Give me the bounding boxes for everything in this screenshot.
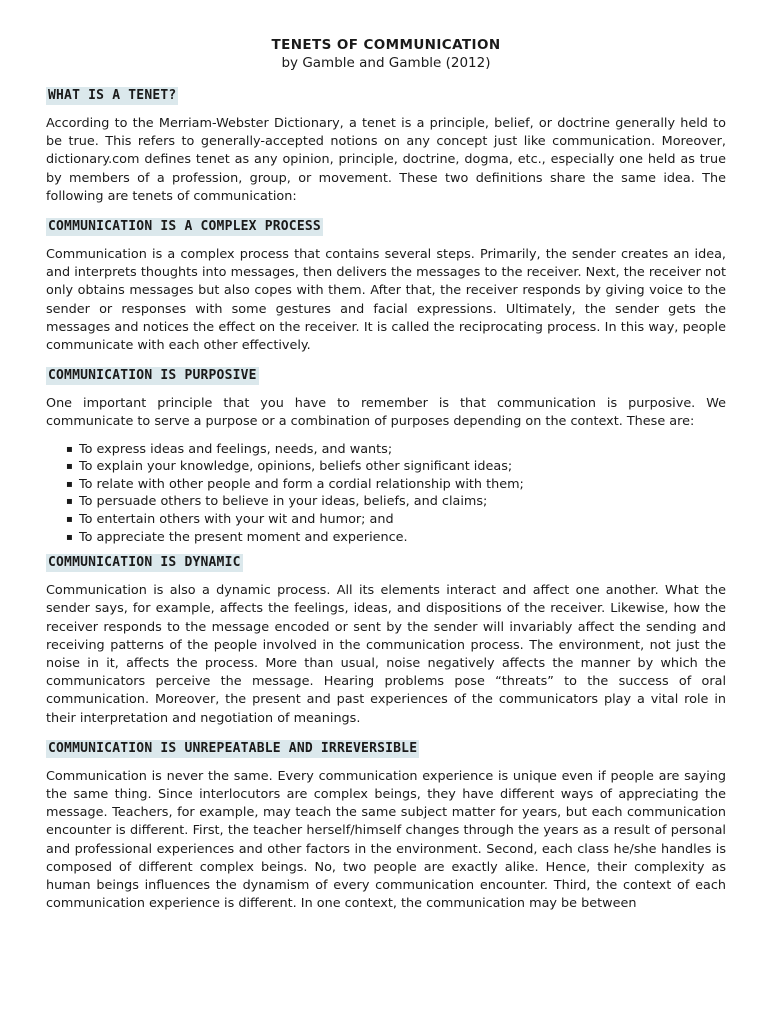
section-heading: COMMUNICATION IS UNREPEATABLE AND IRREVERSIBLE bbox=[48, 740, 418, 756]
section-paragraph: According to the Merriam-Webster Dictionary, a tenet is a principle, belief, or doctrine generally held to be true. This refers to generally-accepted notions on any concept just like communication. Moreover, dictionary.com defines tenet as any opinion, principle, doctrine, dogma, etc., especially one held as true by members of a profession, group, or movement. These two definitions share the same idea. The following are tenets of communication: bbox=[46, 116, 726, 204]
list-item: ▪ To express ideas and feelings, needs, and wants; bbox=[66, 441, 726, 459]
section-heading: WHAT IS A TENET? bbox=[48, 88, 177, 103]
section-heading: COMMUNICATION IS PURPOSIVE bbox=[48, 368, 257, 384]
section-purposive bbox=[46, 364, 726, 546]
section-what-is-a-tenet bbox=[46, 84, 726, 206]
list-item: ▪ To persuade others to believe in your ideas, beliefs, and claims; bbox=[66, 493, 726, 511]
document-page bbox=[46, 36, 726, 922]
purpose-list bbox=[66, 441, 726, 547]
section-heading: COMMUNICATION IS DYNAMIC bbox=[48, 555, 241, 571]
list-item: ▪ To explain your knowledge, opinions, beliefs other significant ideas; bbox=[66, 458, 726, 476]
list-item: ▪ To appreciate the present moment and experience. bbox=[66, 529, 726, 547]
list-item: ▪ To entertain others with your wit and humor; and bbox=[66, 511, 726, 529]
section-dynamic bbox=[46, 551, 726, 728]
list-item: ▪ To relate with other people and form a cordial relationship with them; bbox=[66, 476, 726, 494]
section-unrepeatable bbox=[46, 737, 726, 914]
document-subtitle: by Gamble and Gamble (2012) bbox=[281, 55, 491, 71]
section-paragraph: Communication is never the same. Every communication experience is unique even if people are saying the same thing. Since interlocutors are complex beings, they have different ways of appreciating the message. Teachers, for example, may teach the same subject matter for years, but each communication encounter is different. First, the teacher herself/himself changes through the years as a result of personal and professional experiences and other factors in the environment. Second, each class he/she handles is composed of different complex beings. No, two people are exactly alike. Hence, their complexity as human beings influences the dynamism of every communication encounter. Third, the context of each communication experience is different. In one context, the communication may be between bbox=[46, 768, 726, 912]
section-paragraph: Communication is a complex process that contains several steps. Primarily, the sender creates an idea, and interprets thoughts into messages, then delivers the messages to the receiver. Next, the receiver not only obtains messages but also copes with them. After that, the receiver responds by giving voice to the sender or responses with some gestures and facial expressions. Ultimately, the sender gets the messages and notices the effect on the receiver. It is called the reciprocating process. In this way, people communicate with each other effectively. bbox=[46, 247, 726, 354]
section-paragraph: Communication is also a dynamic process. All its elements interact and affect one another. What the sender says, for example, affects the feelings, ideas, and dispositions of the receiver. Likewise, how the receiver responds to the message encoded or sent by the sender will invariably affect the sending and receiving patterns of the people involved in the communication process. The environment, not just the noise in it, affects the process. More than usual, noise negatively affects the manner by which the communicators perceive the message. Hearing problems pose “threats” to the success of oral communication. Moreover, the present and past experiences of the communicators play a vital role in their interpretation and negotiation of meanings. bbox=[46, 583, 726, 726]
section-heading: COMMUNICATION IS A COMPLEX PROCESS bbox=[48, 219, 321, 235]
section-paragraph: One important principle that you have to remember is that communication is purposive. We communicate to serve a purpose or a combination of purposes depending on the context. These are: bbox=[46, 396, 726, 430]
document-title: TENETS OF COMMUNICATION bbox=[271, 37, 501, 53]
section-complex-process bbox=[46, 215, 726, 355]
